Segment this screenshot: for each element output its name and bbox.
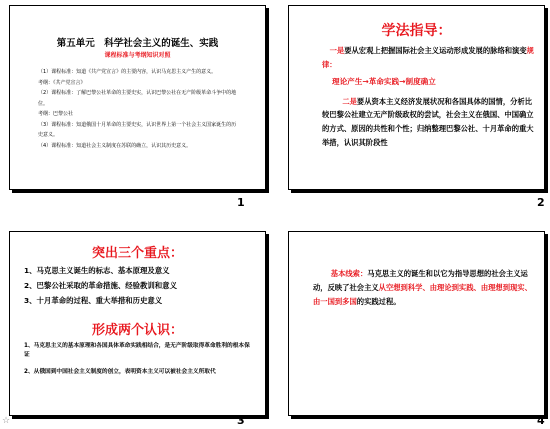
slide-1-line: （1）课程标准：知道《共产党宣言》的主要内容，认识马克思主义产生的意义。 — [38, 69, 217, 75]
slide-2-formula: 理论产生→革命实践→制度确立 — [332, 77, 436, 87]
slide-2-p1-text: 要从宏观上把握国际社会主义运动形成发展的脉络和演变 — [344, 46, 527, 55]
slide-4-text: 马克思主义的诞生和以它为指导思想的社会主义运动，反映了社会主义 — [313, 269, 528, 292]
slide-2-p1-suffix: 规律： — [322, 46, 534, 69]
slide-2-paragraph-1 — [322, 44, 537, 71]
slide-3-page-number: 3 — [237, 414, 245, 427]
slide-1-page-number: 1 — [237, 196, 245, 209]
slide-2-p1-prefix: 一是 — [329, 46, 345, 55]
slide-2-page-number: 2 — [537, 196, 545, 209]
slide-1-line: （2）课程标准：了解巴黎公社革命的主要史实，认识巴黎公社在无产阶级革命斗争中的地位。 — [38, 90, 237, 107]
slide-3-point: 1、马克思主义诞生的标志、基本原理及意义 — [24, 266, 170, 275]
slide-4-tail: 的实践过程。 — [356, 297, 401, 306]
star-icon: ☆ — [2, 416, 11, 426]
slide-4[interactable] — [288, 231, 545, 416]
slide-1-body — [38, 67, 238, 151]
slide-4-highlight: 从空想到科学、由理论到实践、由理想到现实、由一国到多国 — [313, 283, 532, 306]
slide-2-p2-text: 要从资本主义经济发展状况和各国具体的国情，分析比较巴黎公社建立无产阶级政权的尝试，社会主义在俄国、中国确立的方式、原因的共性和个性；归纳整理巴黎公社、十月革命的重大举措，认识其阶段性 — [322, 96, 534, 147]
slide-2-p2-prefix: 二是 — [342, 96, 357, 106]
slide-3[interactable] — [9, 231, 266, 416]
slide-1-subtitle: 课程标准与考纲知识对照 — [104, 52, 171, 59]
slide-4-page-number: 4 — [537, 414, 545, 427]
slide-4-body — [313, 267, 535, 309]
slide-1[interactable] — [9, 5, 266, 190]
slide-3-point: 3、十月革命的过程、重大举措和历史意义 — [24, 296, 163, 305]
slide-1-line: 考纲：巴黎公社 — [38, 111, 74, 117]
slide-1-line: （4）课程标准：知道社会主义制度在苏联的确立，认识其历史意义。 — [38, 142, 192, 149]
slide-3-heading-1: 突出三个重点： — [91, 246, 183, 261]
slide-3-point: 2、巴黎公社采取的革命措施、经验教训和意义 — [24, 281, 177, 290]
slide-1-line: （3）课程标准：知道俄国十月革命的主要史实，认识世界上第一个社会主义国家诞生的历史意义。 — [38, 121, 237, 138]
slide-2-heading: 学法指导： — [381, 23, 452, 39]
slide-1-line: 考纲：《共产党宣言》 — [38, 79, 86, 86]
slide-3-heading-2: 形成两个认识： — [91, 323, 183, 338]
slide-2-body — [322, 44, 537, 149]
slide-3-insights — [24, 342, 254, 377]
slide-3-insight: 2、从俄国到中国社会主义制度的创立，表明资本主义可以被社会主义所取代 — [24, 369, 216, 375]
slide-2[interactable] — [288, 5, 545, 190]
slide-2-paragraph-2 — [322, 95, 537, 149]
slide-1-title: 第五单元 科学社会主义的诞生、实践 — [56, 38, 219, 49]
slide-3-points — [24, 263, 260, 308]
slide-4-label: 基本线索： — [330, 269, 368, 278]
slide-3-insight: 1、马克思主义的基本原理和各国具体革命实践相结合，是无产阶级取得革命胜利的根本保证 — [24, 343, 250, 358]
